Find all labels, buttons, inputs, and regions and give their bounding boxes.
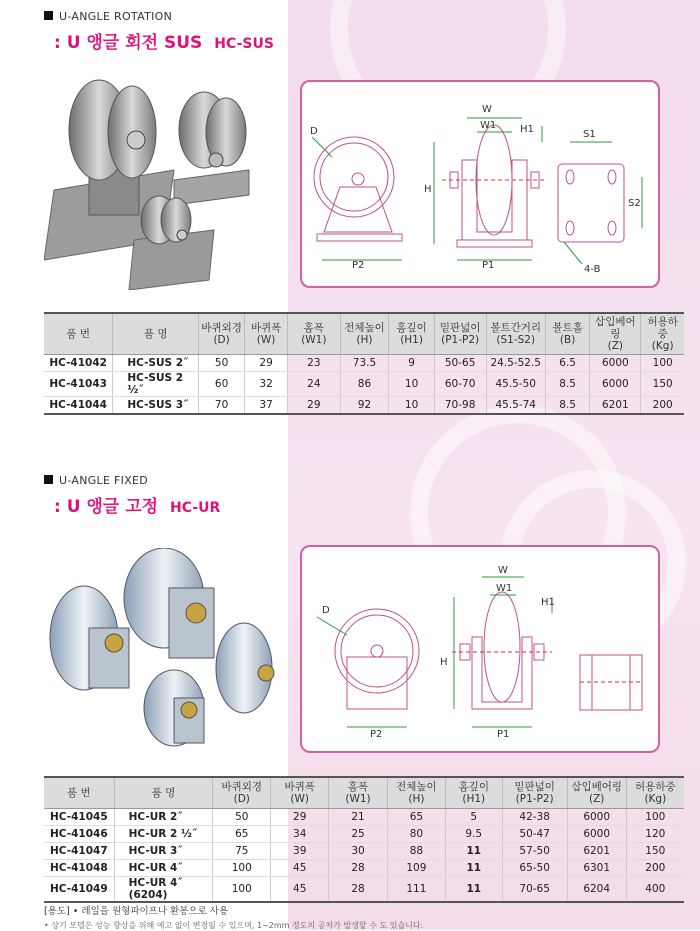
table-cell: 9	[389, 355, 434, 372]
table-cell: 50-47	[502, 826, 567, 843]
table-cell: 70-98	[434, 397, 486, 415]
section2-eyebrow: U-ANGLE FIXED	[44, 474, 148, 487]
table-row	[44, 809, 684, 826]
table-cell: 11	[445, 860, 502, 877]
table-header: 품 명	[113, 313, 199, 355]
svg-text:P1: P1	[482, 260, 495, 271]
table-cell: 88	[387, 843, 445, 860]
section2-dimension-diagram	[300, 545, 660, 753]
table-cell: 92	[340, 397, 389, 415]
table-cell: 6000	[567, 826, 626, 843]
table-header: 허용하중 (Kg)	[626, 777, 684, 809]
table-cell: 10	[389, 397, 434, 415]
table-cell: 34	[271, 826, 329, 843]
table-cell: 30	[329, 843, 388, 860]
table-cell: 6201	[590, 397, 641, 415]
table-cell: 120	[626, 826, 684, 843]
table-cell: 24.5-52.5	[486, 355, 545, 372]
table-cell: 6000	[590, 355, 641, 372]
table-cell: HC-UR 2 ½˝	[114, 826, 213, 843]
table-cell: 37	[245, 397, 288, 415]
table-row	[44, 877, 684, 903]
table-cell: 100	[626, 809, 684, 826]
table-cell: HC-41044	[44, 397, 113, 415]
svg-text:S2: S2	[628, 198, 641, 209]
notes	[44, 903, 423, 931]
table-cell: 50-65	[434, 355, 486, 372]
table-cell: 23	[288, 355, 340, 372]
section2-title: : U 앵글 고정 HC-UR	[54, 497, 221, 517]
svg-text:D: D	[310, 126, 318, 137]
table-cell: HC-41048	[44, 860, 114, 877]
svg-text:P2: P2	[352, 260, 365, 271]
table-cell: 25	[329, 826, 388, 843]
table-cell: 9.5	[445, 826, 502, 843]
table-cell: 6204	[567, 877, 626, 903]
table-header: 볼트간거리 (S1-S2)	[486, 313, 545, 355]
section2-product-photo	[44, 548, 284, 758]
table-cell: 45	[271, 877, 329, 903]
table-header: 홈깊이 (H1)	[445, 777, 502, 809]
section1-title: : U 앵글 회전 SUS HC-SUS	[54, 33, 274, 53]
table-header: 홈폭 (W1)	[288, 313, 340, 355]
svg-text:W: W	[482, 104, 492, 115]
svg-text:H: H	[440, 657, 448, 668]
table-cell: HC-41042	[44, 355, 113, 372]
table-cell: 150	[626, 843, 684, 860]
table-cell: 100	[213, 877, 271, 903]
table-header: 바퀴외경 (D)	[199, 313, 245, 355]
table-cell: 70	[199, 397, 245, 415]
table-cell: 109	[387, 860, 445, 877]
table-header: 삽입베어링 (Z)	[567, 777, 626, 809]
table-cell: 6301	[567, 860, 626, 877]
table-cell: 200	[641, 397, 684, 415]
disclaimer-note: • 상기 모델은 성능 향상을 위해 예고 없이 변경될 수 있으며, 1~2mm 정도의 공차가 발생할 수 도 있습니다.	[44, 921, 424, 930]
table-cell: 65	[213, 826, 271, 843]
table-cell: 50	[213, 809, 271, 826]
svg-text:D: D	[322, 605, 330, 616]
table-cell: 24	[288, 372, 340, 397]
table-cell: HC-41043	[44, 372, 113, 397]
section1-product-photo	[44, 70, 274, 290]
table-header: 밑판넓이 (P1-P2)	[434, 313, 486, 355]
table-cell: HC-UR 4˝	[114, 860, 213, 877]
table-cell: 32	[245, 372, 288, 397]
table-cell: HC-SUS 2 ½˝	[113, 372, 199, 397]
table-row	[44, 372, 684, 397]
table-cell: HC-41045	[44, 809, 114, 826]
table-row	[44, 355, 684, 372]
table-cell: 28	[329, 860, 388, 877]
table-row	[44, 860, 684, 877]
table-header: 바퀴외경 (D)	[213, 777, 271, 809]
table-cell: 5	[445, 809, 502, 826]
table-header: 밑판넓이 (P1-P2)	[502, 777, 567, 809]
table-header: 볼트홀 (B)	[545, 313, 589, 355]
svg-text:4-B: 4-B	[584, 264, 601, 275]
table-cell: 111	[387, 877, 445, 903]
table-cell: 42-38	[502, 809, 567, 826]
usage-note: [용도] • 레일을 원형파이프나 환봉으로 사용	[44, 906, 229, 917]
table-cell: 65-50	[502, 860, 567, 877]
svg-text:H1: H1	[541, 597, 555, 608]
table-cell: 6.5	[545, 355, 589, 372]
table-cell: HC-SUS 3˝	[113, 397, 199, 415]
table-cell: 86	[340, 372, 389, 397]
table-cell: 29	[288, 397, 340, 415]
table-cell: 39	[271, 843, 329, 860]
table-cell: 21	[329, 809, 388, 826]
table-cell: HC-41047	[44, 843, 114, 860]
table-cell: HC-41049	[44, 877, 114, 903]
table-cell: 45.5-74	[486, 397, 545, 415]
section2-spec-table	[44, 776, 684, 903]
svg-text:H: H	[424, 184, 432, 195]
table-header: 전체높이 (H)	[340, 313, 389, 355]
svg-text:P1: P1	[497, 729, 510, 740]
table-cell: HC-UR 2˝	[114, 809, 213, 826]
section1-spec-table	[44, 312, 684, 415]
table-header: 홈깊이 (H1)	[389, 313, 434, 355]
table-cell: 28	[329, 877, 388, 903]
table-header: 바퀴폭 (W)	[245, 313, 288, 355]
svg-text:S1: S1	[583, 129, 596, 140]
table-cell: 45	[271, 860, 329, 877]
section1-eyebrow: U-ANGLE ROTATION	[44, 10, 172, 23]
table-header: 바퀴폭 (W)	[271, 777, 329, 809]
table-row	[44, 826, 684, 843]
table-cell: HC-41046	[44, 826, 114, 843]
table-cell: 29	[271, 809, 329, 826]
section1-dimension-diagram	[300, 80, 660, 288]
table-header: 품 번	[44, 777, 114, 809]
table-cell: 73.5	[340, 355, 389, 372]
table-cell: 6201	[567, 843, 626, 860]
table-header: 품 명	[114, 777, 213, 809]
svg-text:W1: W1	[480, 120, 497, 131]
table-cell: 8.5	[545, 397, 589, 415]
svg-text:H1: H1	[520, 124, 534, 135]
table-cell: 8.5	[545, 372, 589, 397]
table-cell: HC-SUS 2˝	[113, 355, 199, 372]
table-cell: 60	[199, 372, 245, 397]
table-cell: 11	[445, 877, 502, 903]
table-cell: 60-70	[434, 372, 486, 397]
table-cell: 10	[389, 372, 434, 397]
table-cell: 57-50	[502, 843, 567, 860]
table-cell: HC-UR 3˝	[114, 843, 213, 860]
table-cell: 11	[445, 843, 502, 860]
table-cell: 400	[626, 877, 684, 903]
table-row	[44, 397, 684, 415]
svg-text:W: W	[498, 565, 508, 576]
table-row	[44, 843, 684, 860]
table-cell: 6000	[590, 372, 641, 397]
table-cell: 100	[213, 860, 271, 877]
table-header: 삽입베어링 (Z)	[590, 313, 641, 355]
table-cell: 6000	[567, 809, 626, 826]
table-cell: 45.5-50	[486, 372, 545, 397]
table-cell: 70-65	[502, 877, 567, 903]
table-header: 전체높이 (H)	[387, 777, 445, 809]
table-cell: 29	[245, 355, 288, 372]
table-cell: 80	[387, 826, 445, 843]
table-header: 품 번	[44, 313, 113, 355]
table-cell: HC-UR 4˝ (6204)	[114, 877, 213, 903]
svg-text:W1: W1	[496, 583, 513, 594]
table-cell: 65	[387, 809, 445, 826]
table-header: 홈폭 (W1)	[329, 777, 388, 809]
table-header: 허용하중 (Kg)	[641, 313, 684, 355]
table-cell: 50	[199, 355, 245, 372]
table-cell: 200	[626, 860, 684, 877]
table-cell: 75	[213, 843, 271, 860]
svg-text:P2: P2	[370, 729, 383, 740]
table-cell: 100	[641, 355, 684, 372]
table-cell: 150	[641, 372, 684, 397]
